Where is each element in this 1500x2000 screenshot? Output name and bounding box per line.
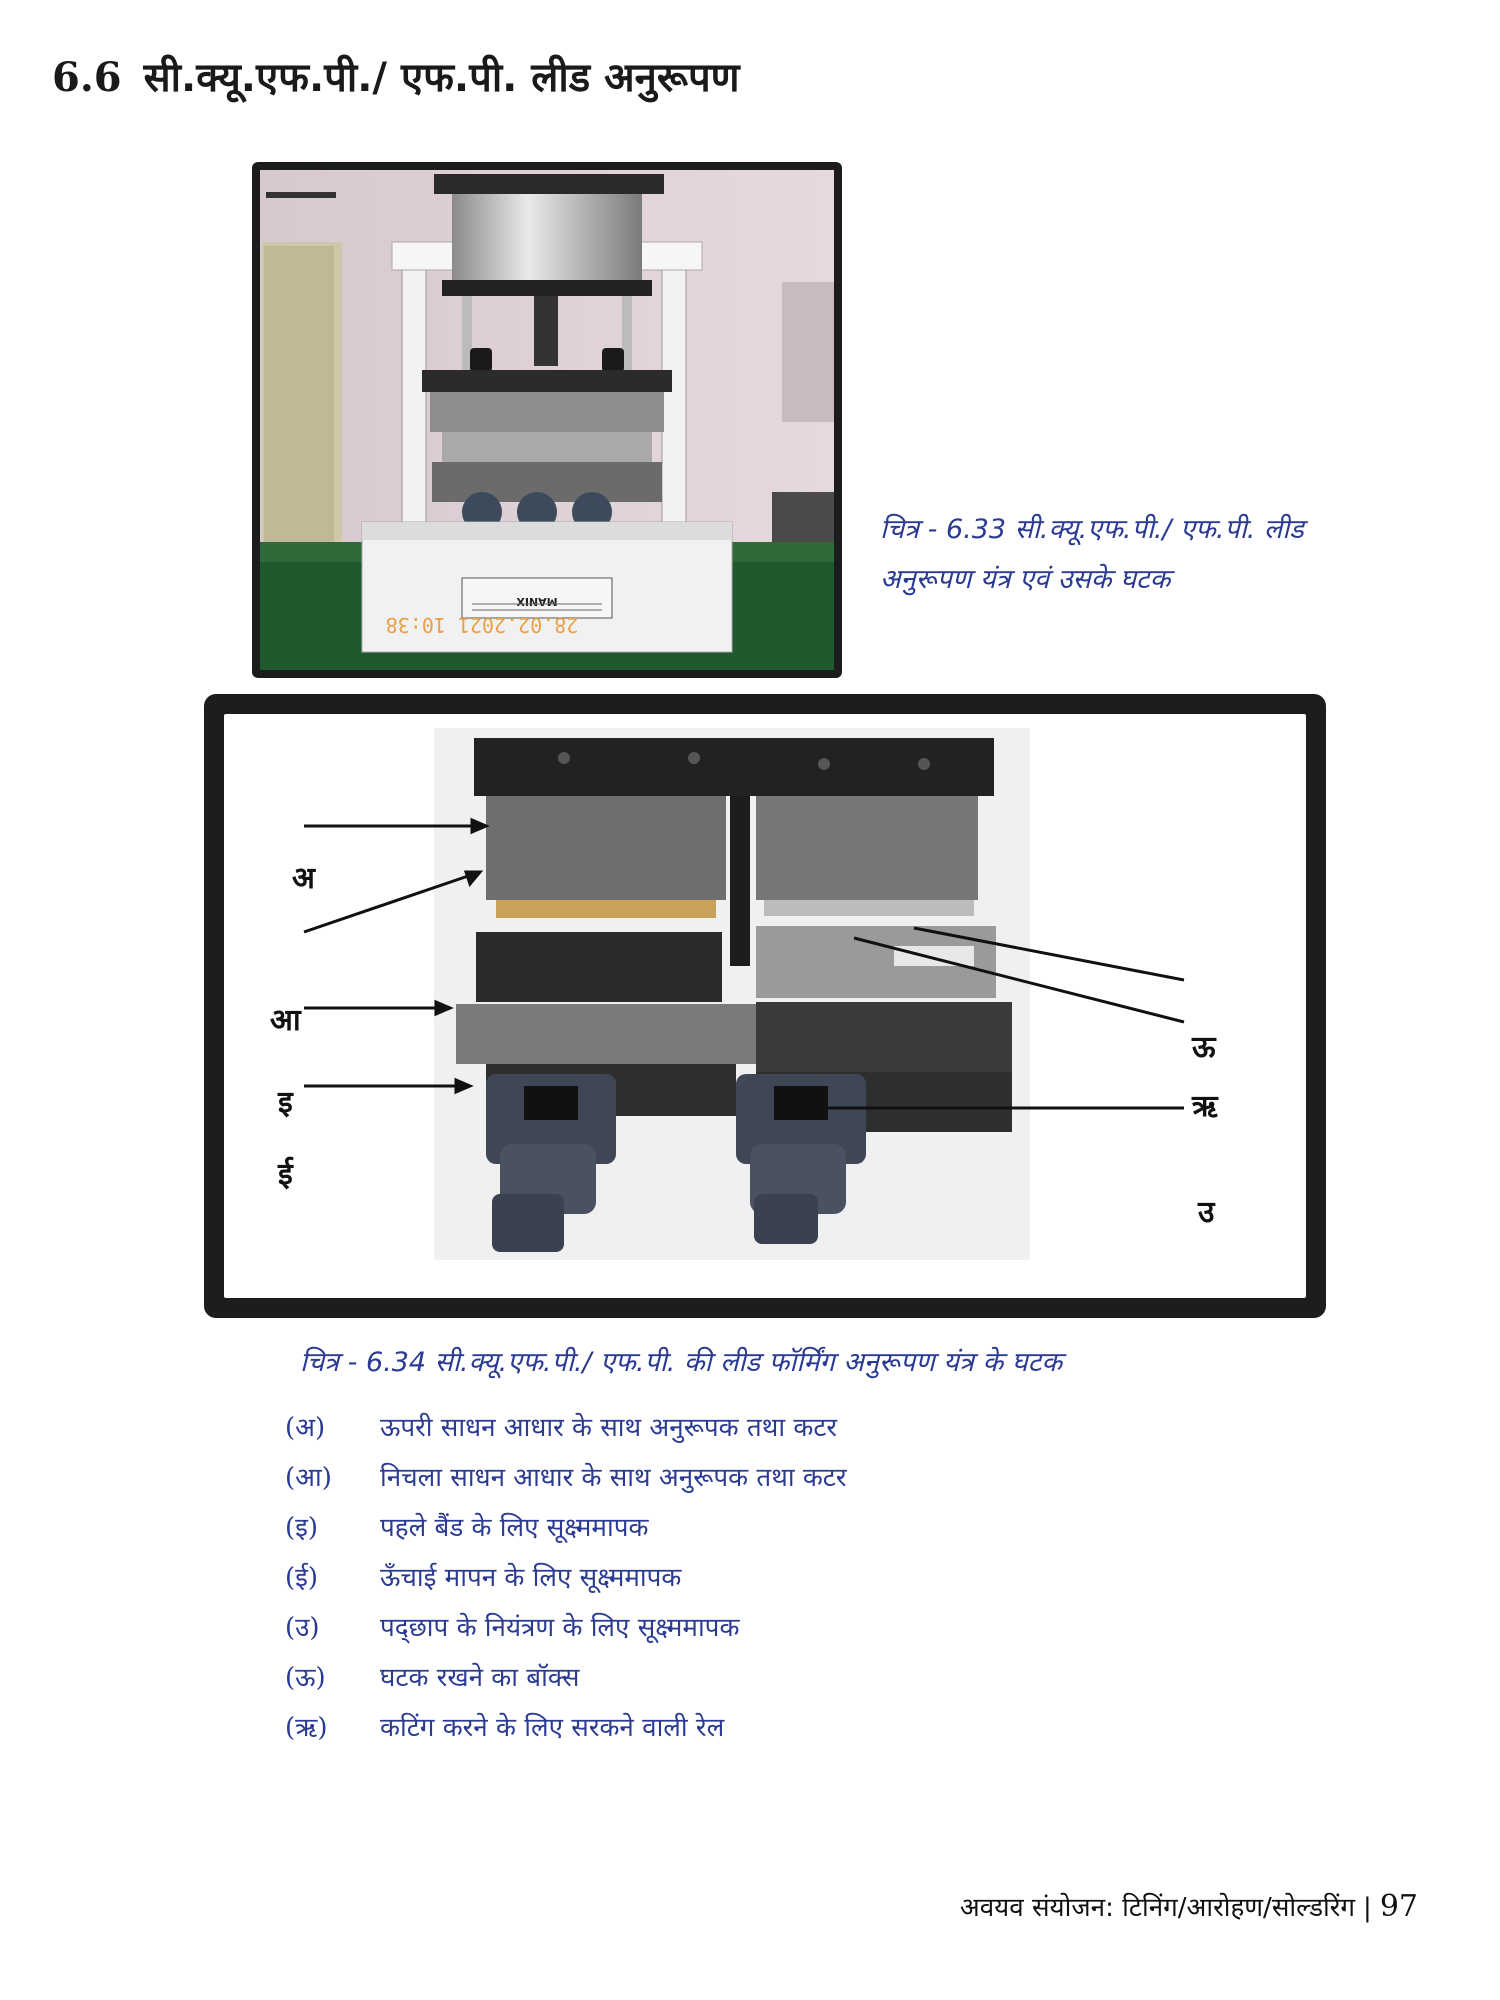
- date-stamp: 28.02.2021 10:38: [385, 613, 579, 637]
- label-u: उ: [1198, 1195, 1215, 1230]
- legend-item: [285, 1658, 1185, 1708]
- machine-plate: MANIX: [516, 595, 558, 608]
- legend-key: (अ): [285, 1413, 326, 1443]
- legend-key: (इ): [285, 1513, 319, 1543]
- legend-key: (ऊ): [285, 1663, 326, 1693]
- legend-text: ऊपरी साधन आधार के साथ अनुरूपक तथा कटर: [380, 1413, 838, 1443]
- legend-key: (ऋ): [285, 1713, 328, 1743]
- footer-separator: |: [1363, 1893, 1372, 1923]
- legend-item: [285, 1508, 1185, 1558]
- legend-item: [285, 1408, 1185, 1458]
- section-title: सी.क्यू.एफ.पी./ एफ.पी. लीड अनुरूपण: [143, 55, 740, 101]
- legend-item: [285, 1608, 1185, 1658]
- legend-text: पद्छाप के नियंत्रण के लिए सूक्ष्ममापक: [380, 1613, 740, 1643]
- label-uu: ऊ: [1192, 1030, 1216, 1065]
- page-footer: [960, 1888, 1418, 1924]
- label-ri: ऋ: [1192, 1089, 1218, 1124]
- page-number: 97: [1379, 1889, 1418, 1924]
- legend-item: [285, 1558, 1185, 1608]
- legend-text: निचला साधन आधार के साथ अनुरूपक तथा कटर: [380, 1463, 847, 1493]
- legend-text: ऊँचाई मापन के लिए सूक्ष्ममापक: [380, 1563, 682, 1593]
- label-aa: आ: [270, 1003, 301, 1038]
- legend-text: पहले बैंड के लिए सूक्ष्ममापक: [380, 1513, 649, 1543]
- figure-6-33-caption-line1: चित्र - 6.33 सी.क्यू.एफ.पी./ एफ.पी. लीड: [880, 514, 1304, 545]
- legend-text: घटक रखने का बॉक्स: [380, 1663, 580, 1693]
- legend-key: (आ): [285, 1463, 332, 1493]
- label-i: इ: [278, 1085, 293, 1120]
- figure-6-34-caption: चित्र - 6.34 सी.क्यू.एफ.पी./ एफ.पी. की लीड फॉर्मिंग अनुरूपण यंत्र के घटक: [300, 1347, 1063, 1378]
- footer-chapter: अवयव संयोजन: टिनिंग/आरोहण/सोल्डरिंग: [959, 1893, 1356, 1923]
- figure-6-33-photo: [252, 162, 842, 678]
- figure-6-34-frame: [204, 694, 1326, 1318]
- legend-key: (उ): [285, 1613, 320, 1643]
- label-ii: ई: [278, 1157, 293, 1192]
- legend-item: [285, 1458, 1185, 1508]
- figure-6-33-caption: [880, 505, 1420, 605]
- legend-text: कटिंग करने के लिए सरकने वाली रेल: [380, 1713, 725, 1743]
- section-heading: [52, 48, 740, 103]
- legend-key: (ई): [285, 1563, 319, 1593]
- legend-item: [285, 1708, 1185, 1758]
- section-number: 6.6: [52, 54, 122, 101]
- label-a: अ: [292, 861, 315, 896]
- figure-6-34-photo: [224, 714, 1306, 1298]
- figure-6-33-caption-line2: अनुरूपण यंत्र एवं उसके घटक: [880, 564, 1171, 595]
- component-legend: [285, 1408, 1185, 1758]
